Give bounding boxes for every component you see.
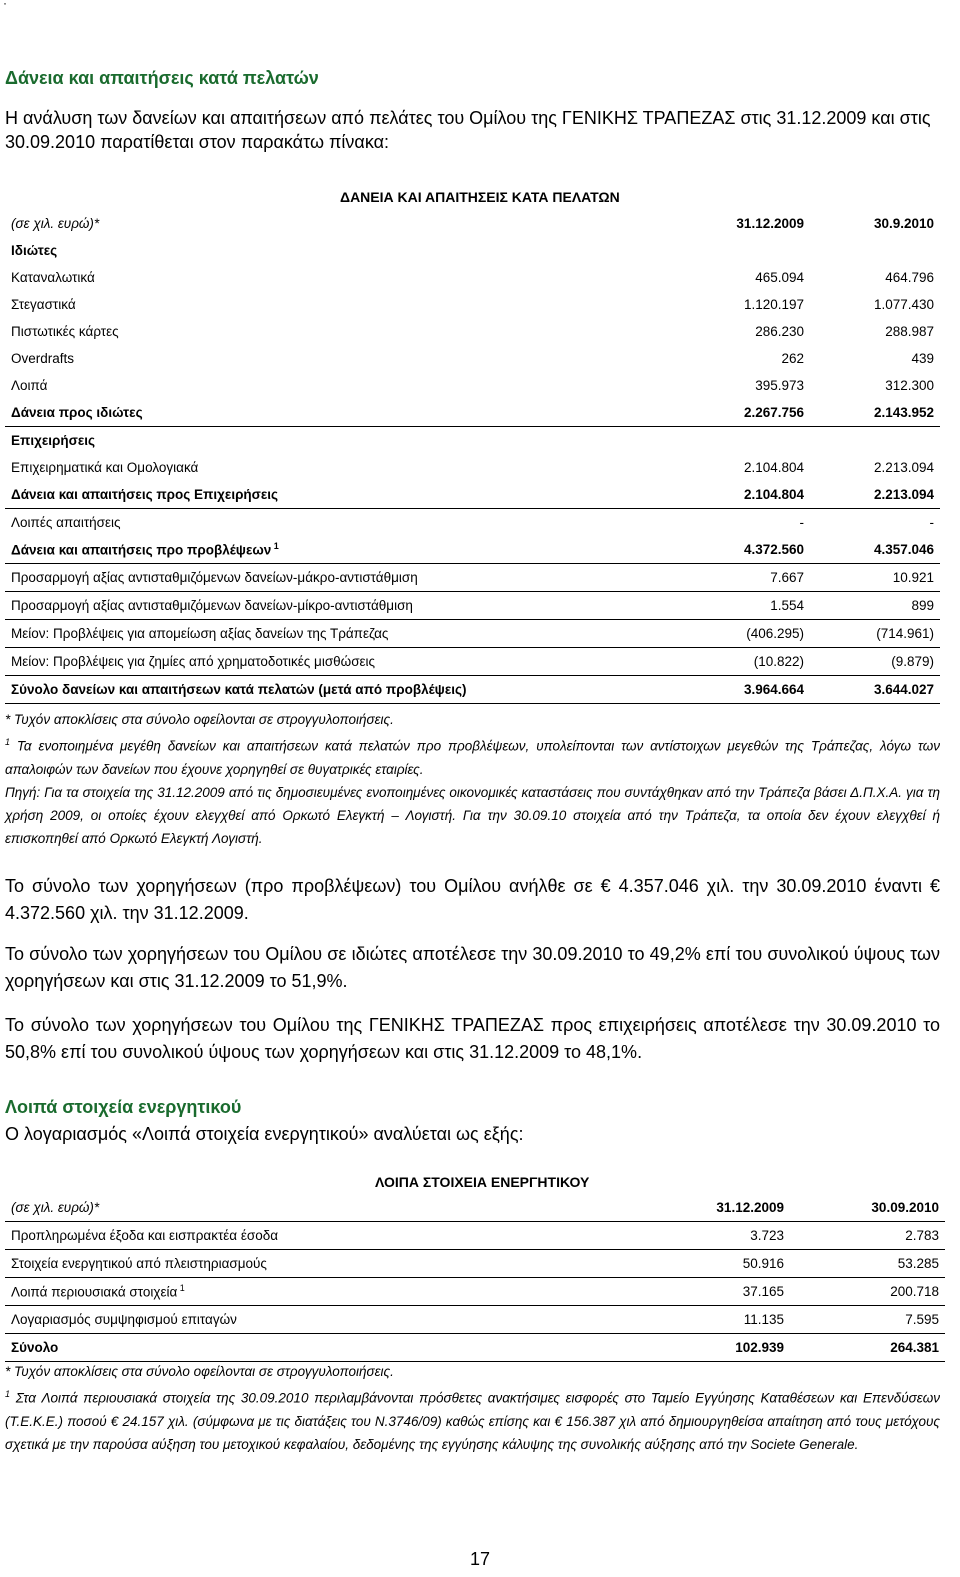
section-title-other-assets: Λοιπά στοιχεία ενεργητικού xyxy=(5,1097,242,1117)
footnote-1 xyxy=(5,731,940,781)
other-assets-intro: Ο λογαριασμός «Λοιπά στοιχεία ενεργητικού» αναλύεται ως εξής: xyxy=(5,1124,524,1144)
row-label: Λοιπά xyxy=(11,378,48,393)
value-2009: 286.230 xyxy=(755,324,804,339)
loans-table-header xyxy=(5,210,940,237)
table-row xyxy=(5,564,940,592)
other-assets-table-title: ΛΟΙΠΑ ΣΤΟΙΧΕΙΑ ΕΝΕΡΓΗΤΙΚΟΥ xyxy=(375,1174,590,1190)
table-row xyxy=(5,427,940,455)
table-row xyxy=(5,620,940,648)
table-row xyxy=(5,264,940,291)
value-2010: 439 xyxy=(911,351,934,366)
section-title-loans: Δάνεια και απαιτήσεις κατά πελατών xyxy=(5,68,319,88)
row-label: Στεγαστικά xyxy=(11,297,76,312)
row-label: Προπληρωμένα έξοδα και εισπρακτέα έσοδα xyxy=(5,1222,655,1250)
row-label: Λογαριασμός συμψηφισμού επιταγών xyxy=(5,1306,655,1334)
value-2010: 464.796 xyxy=(885,270,934,285)
value-2010 xyxy=(810,237,940,264)
value-2010: 1.077.430 xyxy=(873,297,934,312)
value-2009: 465.094 xyxy=(755,270,804,285)
value-2010: 2.143.952 xyxy=(810,399,940,427)
value-2009: - xyxy=(799,515,804,530)
rounding-note: * Τυχόν αποκλίσεις στα σύνολο οφείλονται σε στρογγυλοποιήσεις. xyxy=(5,1364,394,1379)
value-2010: 312.300 xyxy=(885,378,934,393)
value-2009: 3.723 xyxy=(655,1222,790,1250)
row-label: Καταναλωτικά xyxy=(11,270,95,285)
value-2009: 2.104.804 xyxy=(685,481,810,509)
loans-table xyxy=(5,210,940,704)
row-label: Προσαρμογή αξίας αντισταθμιζόμενων δανείων-μίκρο-αντιστάθμιση xyxy=(5,592,685,620)
value-2010: 2.213.094 xyxy=(873,460,934,475)
value-2009: 50.916 xyxy=(655,1250,790,1278)
value-2009: (406.295) xyxy=(685,620,810,648)
table-row xyxy=(5,1334,945,1362)
value-2009: 37.165 xyxy=(655,1278,790,1306)
footnote-1 xyxy=(5,1383,940,1456)
row-label: Στοιχεία ενεργητικού από πλειστηριασμούς xyxy=(5,1250,655,1278)
col-header-2010: 30.09.2010 xyxy=(790,1194,945,1222)
table-row xyxy=(5,481,940,509)
other-assets-table xyxy=(5,1194,945,1362)
value-2010: 2.783 xyxy=(790,1222,945,1250)
value-2010: 53.285 xyxy=(790,1250,945,1278)
row-label: Λοιπές απαιτήσεις xyxy=(11,515,121,530)
table-row xyxy=(5,291,940,318)
loans-intro: Η ανάλυση των δανείων και απαιτήσεων από πελάτες του Ομίλου της ΓΕΝΙΚΗΣ ΤΡΑΠΕΖΑΣ στις 31.12.2009 και στις 30.09.2010 παρατίθεται στον παρακάτω πίνακα: xyxy=(5,108,931,152)
page-marker: · xyxy=(3,0,7,10)
page-number: 17 xyxy=(469,1549,491,1569)
table-row xyxy=(5,345,940,372)
table-row xyxy=(5,509,940,537)
source-note: Πηγή: Για τα στοιχεία της 31.12.2009 από τις δημοσιευμένες ενοποιημένες οικονομικές καταστάσεις που συντάχθηκαν από την Τράπεζα βάσει Δ.Π.Χ.Α. για τη χρήση 2009, οι οποίες έχουν ελεγχθεί από Ορκωτό Ελεγκτή – Λογιστή. Για την 30.09.10 στοιχεία από την Τράπεζα, τα οποία δεν έχουν ελεγχθεί ή επισκοπηθεί από Ορκωτό Ελεγκτή Λογιστή. xyxy=(5,784,940,846)
unit-label: (σε χιλ. ευρώ)* xyxy=(5,1194,655,1222)
row-label: Σύνολο δανείων και απαιτήσεων κατά πελατών (μετά από προβλέψεις) xyxy=(5,676,685,704)
table-row xyxy=(5,237,940,264)
table-row xyxy=(5,454,940,481)
row-label: Overdrafts xyxy=(11,351,75,366)
paragraph-individuals: Το σύνολο των χορηγήσεων του Ομίλου σε ιδιώτες αποτέλεσε την 30.09.2010 το 49,2% επί του συνολικού ύψους των χορηγήσεων και στις 31.12.2009 το 51,9%. xyxy=(5,944,940,991)
value-2010: 4.357.046 xyxy=(810,536,940,564)
value-2009 xyxy=(685,237,810,264)
other-assets-notes xyxy=(5,1360,940,1456)
value-2010: 2.213.094 xyxy=(810,481,940,509)
table-row xyxy=(5,318,940,345)
col-header-2009: 31.12.2009 xyxy=(655,1194,790,1222)
row-label: Επιχειρήσεις xyxy=(11,433,96,448)
table-row xyxy=(5,1250,945,1278)
value-2010: 7.595 xyxy=(790,1306,945,1334)
value-2009: 3.964.664 xyxy=(685,676,810,704)
table-row xyxy=(5,1278,945,1306)
value-2010: 264.381 xyxy=(790,1334,945,1362)
value-2009: 2.267.756 xyxy=(685,399,810,427)
row-label: Επιχειρηματικά και Ομολογιακά xyxy=(11,460,199,475)
row-label: Προσαρμογή αξίας αντισταθμιζόμενων δανείων-μάκρο-αντιστάθμιση xyxy=(5,564,685,592)
value-2010: - xyxy=(929,515,934,530)
value-2010 xyxy=(810,427,940,455)
value-2009: 11.135 xyxy=(655,1306,790,1334)
footnote-marker: 1 xyxy=(271,541,279,552)
footnote-1-text: Στα Λοιπά περιουσιακά στοιχεία της 30.09.2010 περιλαμβάνονται πρόσθετες ανακτήσιμες εισφορές στο Ταμείο Εγγύησης Καταθέσεων και Επενδύσεων (Τ.Ε.Κ.Ε.) ποσού € 24.157 χιλ. (σύμφωνα με τις διατάξεις του Ν.3746/09) καθώς επίσης και € 156.387 χιλ από δημιουργηθείσα απαίτηση από τους μετόχους σχετικά με την παρούσα αύξηση του μετοχικού κεφαλαίου, δεδομένης της εγγύησης κάλυψης της συνολικής αύξησης από την Societe Generale. xyxy=(5,1390,940,1452)
table-row xyxy=(5,676,940,704)
value-2010: 10.921 xyxy=(810,564,940,592)
value-2009: 7.667 xyxy=(685,564,810,592)
row-label: Δάνεια και απαιτήσεις προς Επιχειρήσεις xyxy=(5,481,685,509)
value-2009: 1.554 xyxy=(685,592,810,620)
row-label: Ιδιώτες xyxy=(11,243,58,258)
value-2010: (9.879) xyxy=(810,648,940,676)
value-2010: 288.987 xyxy=(885,324,934,339)
value-2009 xyxy=(685,427,810,455)
rounding-note: * Τυχόν αποκλίσεις στα σύνολο οφείλονται σε στρογγυλοποιήσεις. xyxy=(5,712,394,727)
table-row xyxy=(5,1222,945,1250)
table-row xyxy=(5,1306,945,1334)
paragraph-businesses: Το σύνολο των χορηγήσεων του Ομίλου της ΓΕΝΙΚΗΣ ΤΡΑΠΕΖΑΣ προς επιχειρήσεις αποτέλεσε την 30.09.2010 το 50,8% επί του συνολικού ύψους των χορηγήσεων και στις 31.12.2009 το 48,1%. xyxy=(5,1015,940,1062)
unit-label: (σε χιλ. ευρώ)* xyxy=(11,216,100,231)
value-2009: 102.939 xyxy=(655,1334,790,1362)
col-header-2010: 30.9.2010 xyxy=(873,216,934,231)
row-label: Σύνολο xyxy=(5,1334,655,1362)
table-row xyxy=(5,648,940,676)
value-2009: (10.822) xyxy=(685,648,810,676)
loans-table-title: ΔΑΝΕΙΑ ΚΑΙ ΑΠΑΙΤΗΣΕΙΣ ΚΑΤΑ ΠΕΛΑΤΩΝ xyxy=(340,189,620,205)
footnote-marker: 1 xyxy=(5,737,11,747)
table-row xyxy=(5,372,940,399)
table-row xyxy=(5,399,940,427)
col-header-2009: 31.12.2009 xyxy=(736,216,804,231)
row-label: Μείον: Προβλέψεις για ζημίες από χρηματοδοτικές μισθώσεις xyxy=(5,648,685,676)
footnote-marker: 1 xyxy=(5,1389,11,1399)
row-label: Μείον: Προβλέψεις για απομείωση αξίας δανείων της Τράπεζας xyxy=(5,620,685,648)
loans-notes xyxy=(5,708,940,850)
table-row xyxy=(5,536,940,564)
value-2009: 4.372.560 xyxy=(685,536,810,564)
row-label: Λοιπά περιουσιακά στοιχεία $^1$ xyxy=(5,1278,655,1306)
row-label: Πιστωτικές κάρτες xyxy=(11,324,119,339)
value-2010: 899 xyxy=(810,592,940,620)
value-2010: 3.644.027 xyxy=(810,676,940,704)
value-2009: 2.104.804 xyxy=(743,460,804,475)
value-2010: 200.718 xyxy=(790,1278,945,1306)
other-assets-table-header xyxy=(5,1194,945,1222)
value-2009: 395.973 xyxy=(755,378,804,393)
row-label: Δάνεια και απαιτήσεις προ προβλέψεων $^1$ xyxy=(5,536,685,564)
value-2009: 262 xyxy=(781,351,804,366)
paragraph-total-loans: Το σύνολο των χορηγήσεων (προ προβλέψεων) του Ομίλου ανήλθε σε € 4.357.046 χιλ. την 30.09.2010 έναντι € 4.372.560 χιλ. την 31.12.2009. xyxy=(5,876,940,923)
table-row xyxy=(5,592,940,620)
value-2010: (714.961) xyxy=(810,620,940,648)
footnote-marker: 1 xyxy=(177,1283,185,1294)
value-2009: 1.120.197 xyxy=(743,297,804,312)
footnote-1-text: Τα ενοποιημένα μεγέθη δανείων και απαιτήσεων κατά πελατών προ προβλέψεων, υπολείπονται των αντίστοιχων μεγεθών της Τράπεζας, λόγω των απαλοιφών των δανείων που έχουνε χορηγηθεί σε θυγατρικές εταιρίες. xyxy=(5,738,940,777)
row-label: Δάνεια προς ιδιώτες xyxy=(5,399,685,427)
